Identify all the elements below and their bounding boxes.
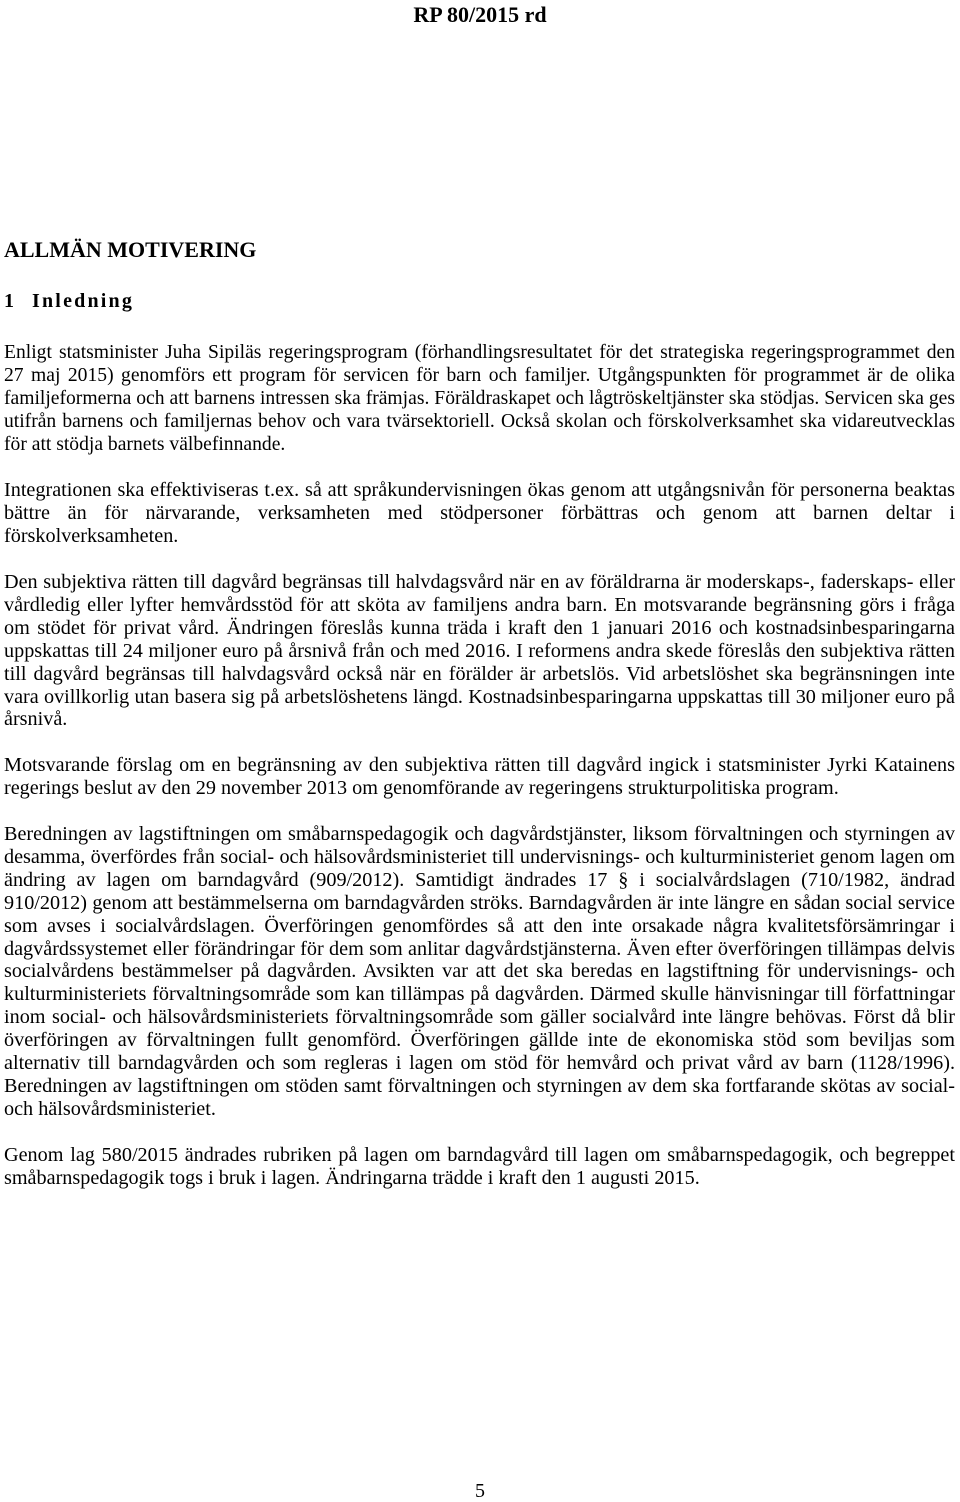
document-id-header: RP 80/2015 rd: [413, 2, 547, 27]
page-number: 5: [475, 1480, 485, 1502]
chapter-number: 1: [4, 290, 14, 312]
section-title: ALLMÄN MOTIVERING: [4, 237, 257, 262]
paragraph-subjective-right: Den subjektiva rätten till dagvård begränsas till halvdagsvård när en av föräldrarna är moderskaps-, faderskaps- eller vårdledig eller lyfter hemvårdsstöd för att sköta av familjens andra barn. En motsvarande begränsning görs i fråga om stödet för privat vård. Ändringen föreslås kunna träda i kraft den 1 januari 2016 och kostnadsinbesparingarna uppskattas till 24 miljoner euro på årsnivå från och med 2016. I reformens andra skede föreslås den subjektiva rätten till dagvård begränsas till halvdagsvård också när en förälder är arbetslös. Vid arbetslöshet ska begränsningen inte vara ovillkorlig utan basera sig på arbetslöshetens längd. Kostnadsinbesparingarna uppskattas till 30 miljoner euro på årsnivå.: [4, 571, 955, 731]
paragraph-previous-proposal: Motsvarande förslag om en begränsning av den subjektiva rätten till dagvård ingick i statsminister Jyrki Katainens regerings beslut av den 29 november 2013 om genomförande av regeringens strukturpolitiska program.: [4, 754, 955, 800]
chapter-title: Inledning: [32, 290, 135, 312]
body-text: [4, 342, 955, 1212]
paragraph-integration: Integrationen ska effektiviseras t.ex. så att språkundervisningen ökas genom att utgångsnivån för personerna beaktas bättre än för närvarande, verksamheten med stödpersoner förbättras och genom att barnen deltar i förskolverksamheten.: [4, 479, 955, 548]
chapter-heading: [4, 289, 134, 313]
paragraph-intro: Enligt statsminister Juha Sipiläs regeringsprogram (förhandlingsresultatet för det strategiska regeringsprogrammet den 27 maj 2015) genomförs ett program för servicen för barn och familjer. Utgångspunkten för programmet är de olika familjeformerna och att barnens intressen ska främjas. Föräldraskapet och lågtröskeltjänster ska stödjas. Servicen ska ges utifrån barnens och familjernas behov och vara tvärsektoriell. Också skolan och förskolverksamhet ska vidareutvecklas för att stödja barnets välbefinnande.: [4, 342, 955, 455]
paragraph-legislation-transfer: Beredningen av lagstiftningen om småbarnspedagogik och dagvårdstjänster, liksom förvaltningen och styrningen av desamma, överfördes från social- och hälsovårdsministeriet till undervisnings- och kulturministeriet genom lagen om ändring av lagen om barndagvård (909/2012). Samtidigt ändrades 17 § i socialvårdslagen (710/1982, ändrad 910/2012) genom att bestämmelserna om barndagvården ströks. Barndagvården är inte längre en sådan social service som avses i socialvårdslagen. Överföringen genomfördes så att den inte orsakade några kvalitetsförsämringar i dagvårdssystemet eller förändringar för dem som anlitar dagvårdstjänsterna. Även efter överföringen tillämpas delvis socialvårdens bestämmelser på dagvården. Avsikten var att det ska beredas en lagstiftning för undervisnings- och kulturministeriets förvaltningsområde som kan tillämpas på dagvården. Därmed skulle hänvisningar till författningar inom social- och hälsovårdsministeriets förvaltningsområde som gäller socialvård inte längre behövas. Först då blir överföringen av förvaltningen fullt genomförd. Överföringen gällde inte de ekonomiska stöd som beviljas som alternativ till barndagvården och som regleras i lagen om stöd för hemvård och privat vård av barn (1128/1996). Beredningen av lagstiftningen om stöden samt förvaltningen och styrningen av dem ska fortfarande skötas av social- och hälsovårdsministeriet.: [4, 822, 955, 1120]
paragraph-law-580: Genom lag 580/2015 ändrades rubriken på lagen om barndagvård till lagen om småbarnspedagogik, och begreppet småbarnspedagogik togs i bruk i lagen. Ändringarna trädde i kraft den 1 augusti 2015.: [4, 1143, 955, 1189]
